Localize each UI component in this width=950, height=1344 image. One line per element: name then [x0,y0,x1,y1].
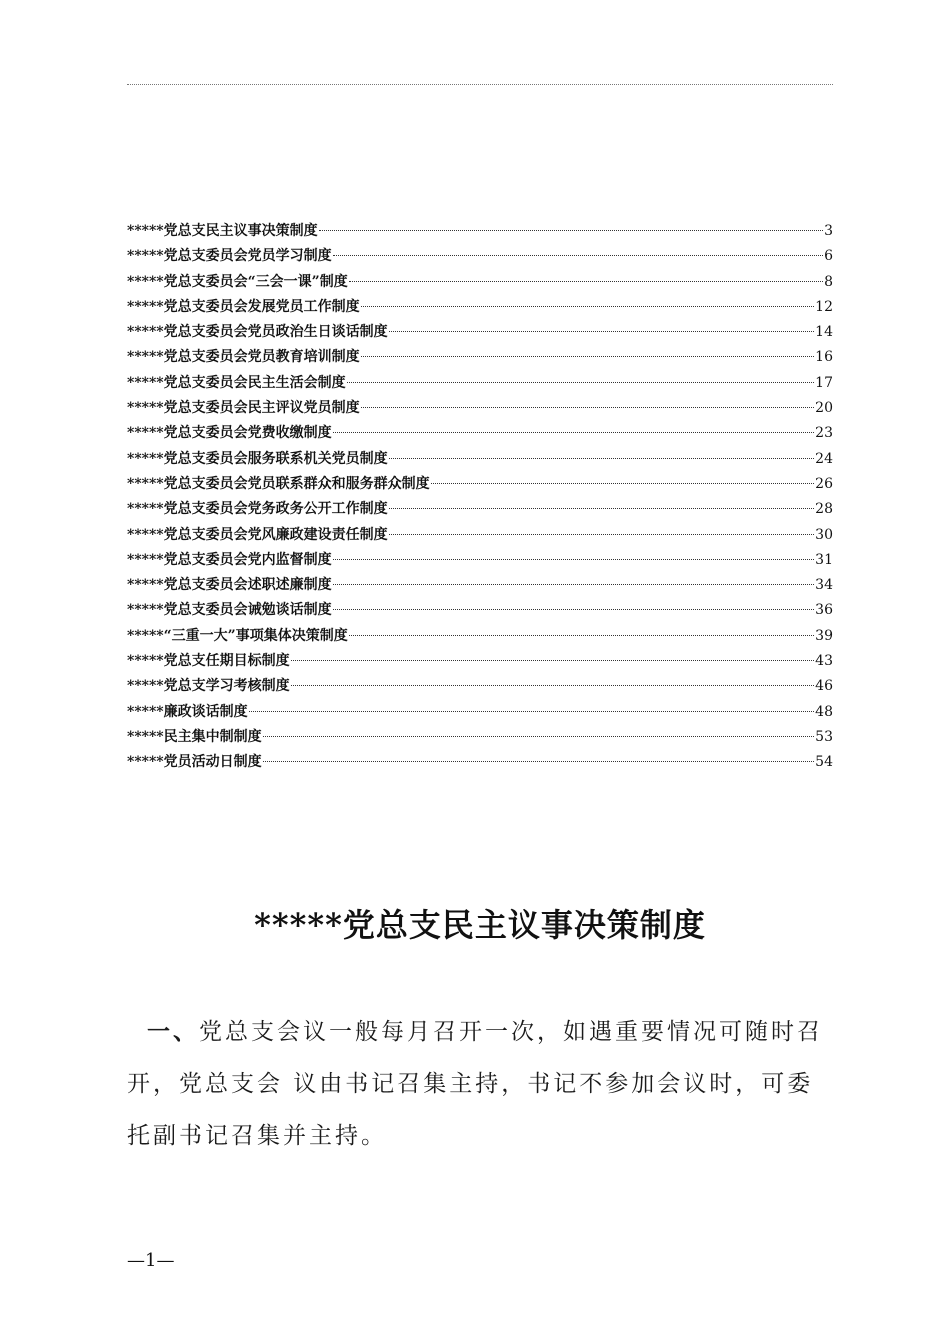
toc-entry-page: 20 [815,400,833,417]
toc-entry-page: 39 [815,627,833,644]
toc-entry-title: *****党总支委员会民主评议党员制度 [127,400,360,417]
toc-dot-leader [349,281,823,282]
toc-entry-page: 53 [815,728,833,745]
section-title: *****党总支民主议事决策制度 [254,906,706,944]
toc-entry-page: 8 [824,273,833,290]
toc-entry-title: *****党总支民主议事决策制度 [127,223,318,239]
toc-entry-title: *****党总支委员会服务联系机关党员制度 [127,450,388,467]
toc-dot-leader [347,382,815,383]
toc-entry-page: 24 [815,450,833,467]
toc-entry-page: 16 [815,349,833,366]
toc-entry[interactable] [127,320,833,345]
toc-entry-page: 36 [815,602,833,619]
toc-entry-title: *****党总支委员会党员学习制度 [127,248,332,265]
toc-entry[interactable] [127,725,833,750]
toc-entry[interactable] [127,244,833,269]
toc-entry[interactable] [127,674,833,699]
toc-entry[interactable] [127,396,833,421]
toc-entry-page: 31 [815,551,833,568]
toc-entry-page: 23 [815,425,833,442]
toc-entry[interactable] [127,295,833,320]
toc-dot-leader [333,432,815,433]
toc-dot-leader [431,483,815,484]
toc-entry[interactable] [127,472,833,497]
toc-entry-page: 54 [815,754,833,771]
toc-entry-title: *****党总支学习考核制度 [127,678,290,695]
toc-dot-leader [263,761,815,762]
toc-dot-leader [333,584,815,585]
toc-entry-title: *****党总支委员会党风廉政建设责任制度 [127,526,388,543]
toc-entry-page: 28 [815,501,833,518]
toc-entry[interactable] [127,371,833,396]
header-rule [127,84,833,85]
toc-dot-leader [349,635,814,636]
toc-dot-leader [389,458,815,459]
toc-entry-title: *****“三重一大”事项集体决策制度 [127,627,348,644]
toc-entry[interactable] [127,219,833,244]
toc-entry-title: *****廉政谈话制度 [127,703,248,720]
toc-dot-leader [333,559,815,560]
toc-entry-title: *****党总支委员会党内监督制度 [127,551,332,568]
toc-entry[interactable] [127,270,833,295]
toc-entry-page: 26 [815,475,833,492]
paragraph-lead: 一、 [147,1019,199,1045]
toc-entry-title: *****党总支委员会党员联系群众和服务群众制度 [127,475,430,492]
toc-entry-title: *****党总支委员会党员政治生日谈话制度 [127,324,388,341]
toc-dot-leader [361,356,815,357]
table-of-contents [127,219,833,776]
toc-entry-title: *****党总支委员会民主生活会制度 [127,374,346,391]
toc-entry[interactable] [127,750,833,775]
toc-dot-leader [319,230,823,231]
toc-entry[interactable] [127,523,833,548]
toc-dot-leader [291,660,815,661]
toc-dot-leader [291,685,815,686]
toc-entry[interactable] [127,624,833,649]
toc-entry-page: 34 [815,577,833,594]
toc-entry-page: 12 [815,298,833,315]
toc-entry-title: *****党总支任期目标制度 [127,653,290,670]
toc-entry-title: *****党总支委员会党务政务公开工作制度 [127,501,388,518]
toc-entry-title: *****党总支委员会述职述廉制度 [127,577,332,594]
toc-entry-page: 46 [815,678,833,695]
toc-entry-page: 14 [815,324,833,341]
toc-entry-title: *****党员活动日制度 [127,754,262,771]
toc-entry-title: *****党总支委员会发展党员工作制度 [127,298,360,315]
toc-dot-leader [389,331,815,332]
toc-dot-leader [263,736,815,737]
toc-dot-leader [361,306,815,307]
toc-entry-page: 43 [815,653,833,670]
toc-entry[interactable] [127,421,833,446]
toc-dot-leader [389,508,815,509]
toc-entry-page: 3 [824,223,833,239]
toc-entry[interactable] [127,700,833,725]
toc-entry-page: 6 [824,248,833,265]
paragraph-text: 党总支会议一般每月召开一次，如遇重要情况可随时召开，党总支会 议由书记召集主持，书记不参加会议时，可委托副书记召集并主持。 [127,1019,823,1149]
toc-entry[interactable] [127,447,833,472]
toc-dot-leader [333,609,815,610]
toc-entry-page: 48 [815,703,833,720]
toc-entry-title: *****党总支委员会党费收缴制度 [127,425,332,442]
toc-entry[interactable] [127,598,833,623]
toc-entry[interactable] [127,573,833,598]
toc-dot-leader [389,534,815,535]
toc-entry[interactable] [127,345,833,370]
toc-entry-title: *****民主集中制制度 [127,728,262,745]
toc-entry[interactable] [127,497,833,522]
toc-dot-leader [333,255,823,256]
toc-entry[interactable] [127,548,833,573]
page-number: —1— [127,1250,175,1271]
toc-entry-title: *****党总支委员会诫勉谈话制度 [127,602,332,619]
toc-entry-title: *****党总支委员会党员教育培训制度 [127,349,360,366]
toc-entry-title: *****党总支委员会“三会一课”制度 [127,273,348,290]
toc-dot-leader [249,711,815,712]
body-paragraph [127,1006,833,1162]
toc-dot-leader [361,407,815,408]
toc-entry-page: 30 [815,526,833,543]
toc-entry[interactable] [127,649,833,674]
toc-entry-page: 17 [815,374,833,391]
